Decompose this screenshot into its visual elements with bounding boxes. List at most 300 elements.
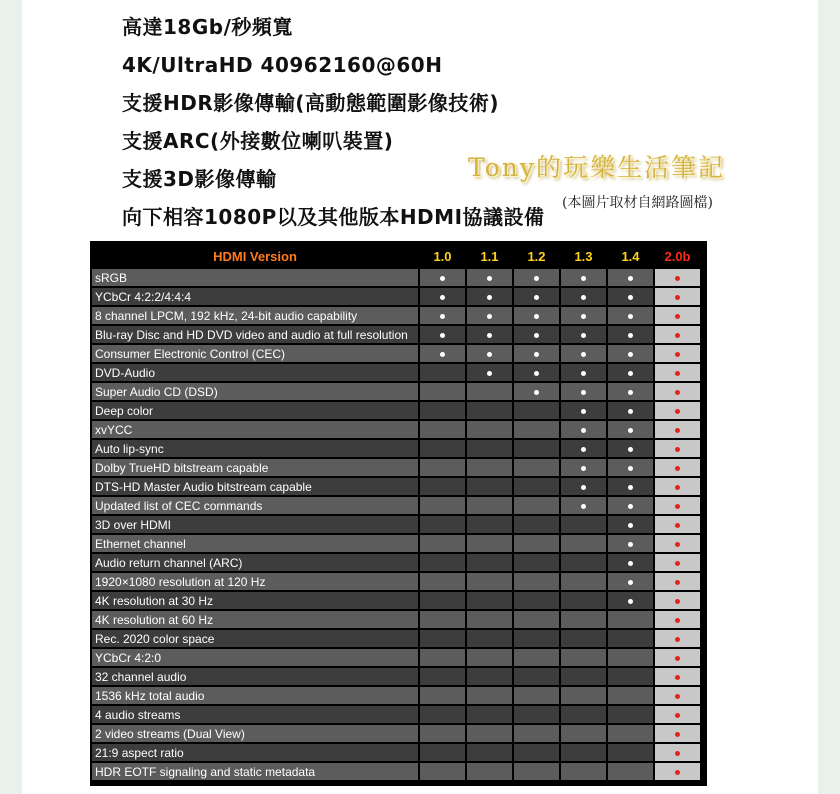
support-cell (561, 725, 606, 742)
support-cell (655, 269, 700, 286)
feature-label: 4 audio streams (92, 706, 418, 723)
table-row (92, 459, 700, 476)
supported-dot-icon (675, 428, 680, 433)
supported-dot-icon (628, 561, 633, 566)
header-version-1-2: 1.2 (514, 245, 559, 267)
table-row (92, 744, 700, 761)
support-cell (655, 611, 700, 628)
support-cell (420, 288, 465, 305)
feature-label: xvYCC (92, 421, 418, 438)
support-cell (514, 326, 559, 343)
feature-label: 4K resolution at 60 Hz (92, 611, 418, 628)
support-cell (608, 668, 653, 685)
support-cell (608, 725, 653, 742)
supported-dot-icon (581, 276, 586, 281)
supported-dot-icon (675, 542, 680, 547)
support-cell (467, 288, 512, 305)
support-cell (561, 687, 606, 704)
support-cell (420, 478, 465, 495)
feature-label: Audio return channel (ARC) (92, 554, 418, 571)
supported-dot-icon (675, 276, 680, 281)
feature-label: sRGB (92, 269, 418, 286)
support-cell (420, 611, 465, 628)
support-cell (514, 269, 559, 286)
support-cell (514, 573, 559, 590)
support-cell (514, 516, 559, 533)
support-cell (561, 554, 606, 571)
supported-dot-icon (581, 352, 586, 357)
support-cell (561, 383, 606, 400)
support-cell (655, 573, 700, 590)
supported-dot-icon (487, 352, 492, 357)
header-version-1-4: 1.4 (608, 245, 653, 267)
spec-arc: 支援ARC(外接數位喇叭裝置) (122, 129, 394, 153)
support-cell (467, 478, 512, 495)
supported-dot-icon (628, 276, 633, 281)
supported-dot-icon (581, 447, 586, 452)
support-cell (467, 706, 512, 723)
support-cell (514, 554, 559, 571)
support-cell (467, 573, 512, 590)
hdmi-version-table (90, 241, 707, 786)
support-cell (608, 440, 653, 457)
feature-label: YCbCr 4:2:2/4:4:4 (92, 288, 418, 305)
supported-dot-icon (675, 751, 680, 756)
supported-dot-icon (581, 466, 586, 471)
support-cell (655, 402, 700, 419)
support-cell (420, 687, 465, 704)
support-cell (608, 763, 653, 780)
support-cell (561, 478, 606, 495)
support-cell (467, 402, 512, 419)
image-source-note: (本圖片取材自網路圖檔) (562, 195, 713, 211)
support-cell (561, 459, 606, 476)
support-cell (561, 364, 606, 381)
support-cell (561, 497, 606, 514)
supported-dot-icon (628, 390, 633, 395)
supported-dot-icon (534, 295, 539, 300)
support-cell (467, 554, 512, 571)
supported-dot-icon (628, 599, 633, 604)
table-header-row (92, 245, 700, 267)
support-cell (420, 649, 465, 666)
header-version-2-0b: 2.0b (655, 245, 700, 267)
table-row (92, 687, 700, 704)
table-row (92, 630, 700, 647)
support-cell (655, 706, 700, 723)
support-cell (608, 535, 653, 552)
supported-dot-icon (581, 295, 586, 300)
support-cell (420, 573, 465, 590)
support-cell (420, 497, 465, 514)
feature-label: 1920×1080 resolution at 120 Hz (92, 573, 418, 590)
support-cell (420, 763, 465, 780)
table-row (92, 592, 700, 609)
supported-dot-icon (487, 295, 492, 300)
supported-dot-icon (675, 561, 680, 566)
spec-resolution: 4K/UltraHD 40962160@60H (122, 53, 443, 77)
support-cell (420, 592, 465, 609)
support-cell (420, 554, 465, 571)
supported-dot-icon (675, 599, 680, 604)
support-cell (608, 402, 653, 419)
supported-dot-icon (675, 371, 680, 376)
support-cell (608, 307, 653, 324)
support-cell (467, 440, 512, 457)
support-cell (608, 383, 653, 400)
supported-dot-icon (628, 580, 633, 585)
support-cell (655, 497, 700, 514)
support-cell (655, 592, 700, 609)
supported-dot-icon (675, 580, 680, 585)
support-cell (514, 744, 559, 761)
support-cell (608, 421, 653, 438)
supported-dot-icon (487, 314, 492, 319)
hdmi-table (90, 243, 702, 782)
supported-dot-icon (628, 466, 633, 471)
table-row (92, 345, 700, 362)
supported-dot-icon (534, 352, 539, 357)
supported-dot-icon (628, 314, 633, 319)
support-cell (608, 345, 653, 362)
support-cell (514, 687, 559, 704)
supported-dot-icon (675, 770, 680, 775)
support-cell (655, 478, 700, 495)
table-row (92, 497, 700, 514)
support-cell (608, 364, 653, 381)
support-cell (420, 421, 465, 438)
spec-bandwidth: 高達18Gb/秒頻寬 (122, 15, 293, 39)
table-row (92, 383, 700, 400)
support-cell (561, 592, 606, 609)
supported-dot-icon (675, 732, 680, 737)
supported-dot-icon (628, 428, 633, 433)
support-cell (608, 288, 653, 305)
table-row (92, 402, 700, 419)
feature-label: 1536 kHz total audio (92, 687, 418, 704)
support-cell (420, 440, 465, 457)
support-cell (467, 725, 512, 742)
feature-label: Consumer Electronic Control (CEC) (92, 345, 418, 362)
supported-dot-icon (440, 333, 445, 338)
supported-dot-icon (440, 352, 445, 357)
support-cell (514, 725, 559, 742)
table-row (92, 554, 700, 571)
support-cell (467, 592, 512, 609)
table-row (92, 725, 700, 742)
supported-dot-icon (675, 694, 680, 699)
support-cell (655, 516, 700, 533)
support-cell (420, 668, 465, 685)
spec-compat: 向下相容1080P以及其他版本HDMI協議設備 (122, 205, 545, 229)
support-cell (420, 535, 465, 552)
support-cell (655, 421, 700, 438)
support-cell (467, 269, 512, 286)
supported-dot-icon (581, 485, 586, 490)
support-cell (655, 383, 700, 400)
supported-dot-icon (581, 390, 586, 395)
support-cell (514, 307, 559, 324)
feature-label: YCbCr 4:2:0 (92, 649, 418, 666)
spec-hdr: 支援HDR影像傳輸(高動態範圍影像技術) (122, 91, 500, 115)
support-cell (655, 364, 700, 381)
support-cell (420, 744, 465, 761)
support-cell (514, 535, 559, 552)
table-row (92, 307, 700, 324)
support-cell (608, 554, 653, 571)
support-cell (608, 687, 653, 704)
support-cell (655, 725, 700, 742)
supported-dot-icon (675, 314, 680, 319)
header-hdmi-version: HDMI Version (92, 245, 418, 267)
support-cell (420, 630, 465, 647)
support-cell (514, 630, 559, 647)
supported-dot-icon (534, 314, 539, 319)
support-cell (467, 535, 512, 552)
support-cell (561, 345, 606, 362)
support-cell (514, 706, 559, 723)
spec-3d: 支援3D影像傳輸 (122, 167, 277, 191)
feature-label: DTS-HD Master Audio bitstream capable (92, 478, 418, 495)
supported-dot-icon (675, 485, 680, 490)
supported-dot-icon (534, 276, 539, 281)
support-cell (655, 459, 700, 476)
supported-dot-icon (628, 295, 633, 300)
table-row (92, 288, 700, 305)
supported-dot-icon (628, 447, 633, 452)
table-row (92, 421, 700, 438)
supported-dot-icon (487, 333, 492, 338)
support-cell (467, 744, 512, 761)
support-cell (561, 288, 606, 305)
supported-dot-icon (534, 333, 539, 338)
support-cell (467, 649, 512, 666)
supported-dot-icon (487, 276, 492, 281)
support-cell (655, 440, 700, 457)
support-cell (467, 516, 512, 533)
support-cell (561, 307, 606, 324)
supported-dot-icon (675, 523, 680, 528)
support-cell (467, 668, 512, 685)
supported-dot-icon (628, 409, 633, 414)
feature-label: Updated list of CEC commands (92, 497, 418, 514)
supported-dot-icon (440, 314, 445, 319)
support-cell (514, 440, 559, 457)
feature-label: 4K resolution at 30 Hz (92, 592, 418, 609)
supported-dot-icon (581, 428, 586, 433)
support-cell (514, 478, 559, 495)
support-cell (561, 630, 606, 647)
support-cell (561, 706, 606, 723)
supported-dot-icon (628, 485, 633, 490)
table-row (92, 535, 700, 552)
support-cell (561, 763, 606, 780)
support-cell (467, 497, 512, 514)
feature-label: Dolby TrueHD bitstream capable (92, 459, 418, 476)
support-cell (467, 364, 512, 381)
support-cell (561, 421, 606, 438)
support-cell (420, 516, 465, 533)
feature-label: Super Audio CD (DSD) (92, 383, 418, 400)
support-cell (655, 554, 700, 571)
support-cell (608, 459, 653, 476)
support-cell (608, 649, 653, 666)
support-cell (514, 668, 559, 685)
support-cell (608, 611, 653, 628)
supported-dot-icon (628, 504, 633, 509)
header-version-1-1: 1.1 (467, 245, 512, 267)
supported-dot-icon (581, 504, 586, 509)
support-cell (608, 706, 653, 723)
feature-label: Deep color (92, 402, 418, 419)
supported-dot-icon (675, 675, 680, 680)
feature-label: 32 channel audio (92, 668, 418, 685)
supported-dot-icon (675, 352, 680, 357)
supported-dot-icon (675, 504, 680, 509)
support-cell (467, 611, 512, 628)
supported-dot-icon (675, 637, 680, 642)
support-cell (467, 307, 512, 324)
support-cell (467, 687, 512, 704)
supported-dot-icon (675, 618, 680, 623)
supported-dot-icon (628, 523, 633, 528)
supported-dot-icon (440, 276, 445, 281)
feature-label: 8 channel LPCM, 192 kHz, 24-bit audio capability (92, 307, 418, 324)
supported-dot-icon (675, 390, 680, 395)
support-cell (608, 269, 653, 286)
supported-dot-icon (440, 295, 445, 300)
support-cell (514, 592, 559, 609)
supported-dot-icon (628, 542, 633, 547)
support-cell (420, 383, 465, 400)
support-cell (608, 478, 653, 495)
support-cell (655, 763, 700, 780)
feature-label: Blu-ray Disc and HD DVD video and audio at full resolution (92, 326, 418, 343)
header-version-1-3: 1.3 (561, 245, 606, 267)
supported-dot-icon (675, 656, 680, 661)
table-row (92, 668, 700, 685)
table-row (92, 478, 700, 495)
feature-label: Rec. 2020 color space (92, 630, 418, 647)
support-cell (561, 573, 606, 590)
support-cell (655, 687, 700, 704)
supported-dot-icon (581, 409, 586, 414)
support-cell (420, 345, 465, 362)
supported-dot-icon (675, 295, 680, 300)
support-cell (608, 516, 653, 533)
support-cell (467, 459, 512, 476)
support-cell (655, 288, 700, 305)
support-cell (514, 611, 559, 628)
support-cell (467, 763, 512, 780)
support-cell (608, 497, 653, 514)
support-cell (514, 649, 559, 666)
table-row (92, 516, 700, 533)
table-row (92, 649, 700, 666)
spec-list (122, 8, 545, 236)
supported-dot-icon (628, 371, 633, 376)
feature-label: HDR EOTF signaling and static metadata (92, 763, 418, 780)
support-cell (514, 459, 559, 476)
support-cell (608, 326, 653, 343)
support-cell (467, 383, 512, 400)
table-row (92, 611, 700, 628)
support-cell (420, 364, 465, 381)
supported-dot-icon (675, 409, 680, 414)
support-cell (608, 744, 653, 761)
support-cell (655, 744, 700, 761)
support-cell (561, 744, 606, 761)
feature-label: 21:9 aspect ratio (92, 744, 418, 761)
table-row (92, 763, 700, 780)
support-cell (420, 706, 465, 723)
supported-dot-icon (534, 390, 539, 395)
support-cell (655, 535, 700, 552)
table-row (92, 364, 700, 381)
support-cell (561, 402, 606, 419)
support-cell (561, 611, 606, 628)
support-cell (561, 440, 606, 457)
support-cell (514, 402, 559, 419)
table-row (92, 573, 700, 590)
support-cell (420, 402, 465, 419)
feature-label: Ethernet channel (92, 535, 418, 552)
table-row (92, 326, 700, 343)
support-cell (608, 573, 653, 590)
support-cell (420, 307, 465, 324)
support-cell (467, 345, 512, 362)
supported-dot-icon (534, 371, 539, 376)
supported-dot-icon (675, 333, 680, 338)
supported-dot-icon (581, 333, 586, 338)
feature-label: 2 video streams (Dual View) (92, 725, 418, 742)
support-cell (467, 630, 512, 647)
support-cell (467, 421, 512, 438)
support-cell (420, 326, 465, 343)
support-cell (655, 630, 700, 647)
support-cell (561, 535, 606, 552)
table-row (92, 706, 700, 723)
supported-dot-icon (675, 447, 680, 452)
support-cell (467, 326, 512, 343)
table-row (92, 269, 700, 286)
table-row (92, 440, 700, 457)
feature-label: DVD-Audio (92, 364, 418, 381)
support-cell (514, 383, 559, 400)
supported-dot-icon (487, 371, 492, 376)
support-cell (608, 592, 653, 609)
support-cell (514, 288, 559, 305)
support-cell (514, 497, 559, 514)
feature-label: 3D over HDMI (92, 516, 418, 533)
support-cell (514, 364, 559, 381)
support-cell (420, 459, 465, 476)
support-cell (561, 516, 606, 533)
support-cell (655, 345, 700, 362)
header-version-1-0: 1.0 (420, 245, 465, 267)
support-cell (561, 649, 606, 666)
support-cell (561, 668, 606, 685)
supported-dot-icon (628, 333, 633, 338)
support-cell (514, 763, 559, 780)
supported-dot-icon (675, 713, 680, 718)
support-cell (608, 630, 653, 647)
support-cell (655, 326, 700, 343)
feature-label: Auto lip-sync (92, 440, 418, 457)
support-cell (420, 269, 465, 286)
support-cell (655, 307, 700, 324)
support-cell (655, 668, 700, 685)
